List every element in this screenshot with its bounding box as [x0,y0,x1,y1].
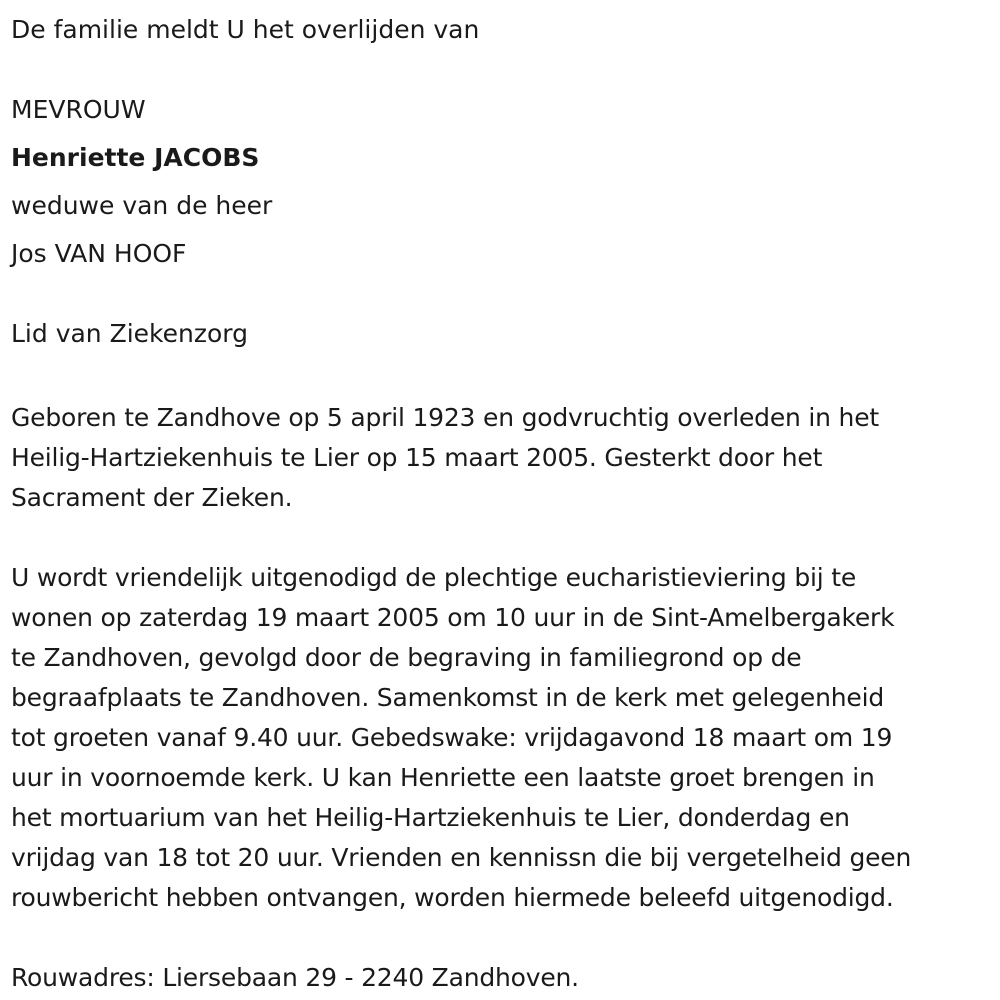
relation-text: weduwe van de heer [11,191,273,220]
spouse-name: Jos VAN HOOF [11,239,187,268]
birth-death-paragraph [11,398,1000,518]
spacer [11,54,1000,86]
paragraph-line: begraafplaats te Zandhoven. Samenkomst in de kerk met gelegenheid [11,683,884,712]
spacer [11,918,1000,958]
paragraph-line: Heilig-Hartziekenhuis te Lier op 15 maart 2005. Gesterkt door het [11,443,823,472]
paragraph-line: het mortuarium van het Heilig-Hartziekenhuis te Lier, donderdag en [11,803,850,832]
spacer [11,278,1000,310]
paragraph-line: tot groeten vanaf 9.40 uur. Gebedswake: vrijdagavond 18 maart om 19 [11,723,893,752]
intro-text: De familie meldt U het overlijden van [11,15,480,44]
paragraph-line: te Zandhoven, gevolgd door de begraving in familiegrond op de [11,643,802,672]
paragraph-line: vrijdag van 18 tot 20 uur. Vrienden en kennissn die bij vergetelheid geen [11,843,912,872]
paragraph-line: Sacrament der Zieken. [11,483,293,512]
paragraph-line: uur in voornoemde kerk. U kan Henriette een laatste groet brengen in [11,763,875,792]
paragraph-line: rouwbericht hebben ontvangen, worden hiermede beleefd uitgenodigd. [11,883,894,912]
invitation-paragraph [11,558,1000,918]
salutation: MEVROUW [11,95,146,124]
spacer [11,358,1000,398]
address-text: Rouwadres: Liersebaan 29 - 2240 Zandhoven. [11,963,579,992]
paragraph-line: wonen op zaterdag 19 maart 2005 om 10 uur in de Sint-Amelbergakerk [11,603,895,632]
deceased-name: Henriette JACOBS [11,143,260,172]
paragraph-line: U wordt vriendelijk uitgenodigd de plechtige eucharistieviering bij te [11,563,857,592]
spacer [11,518,1000,558]
membership-text: Lid van Ziekenzorg [11,319,248,348]
paragraph-line: Geboren te Zandhove op 5 april 1923 en godvruchtig overleden in het [11,403,879,432]
